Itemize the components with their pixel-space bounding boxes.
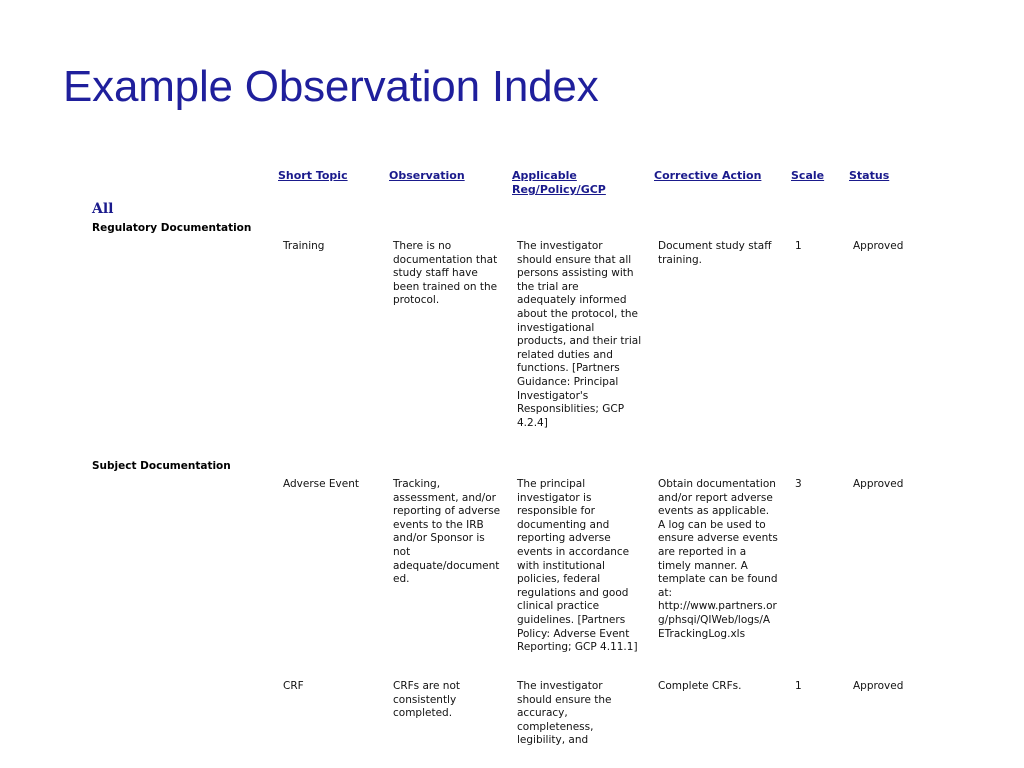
cell-observation: CRFs are not consistently completed.: [393, 680, 460, 720]
cell-short-topic: Adverse Event: [283, 478, 360, 490]
section-label: Regulatory Documentation: [92, 222, 252, 234]
column-header-status[interactable]: Status: [849, 169, 890, 182]
cell-applicable: The investigator should ensure the accuracy, completeness, legibility, and: [517, 680, 612, 747]
cell-status: Approved: [853, 680, 904, 692]
cell-observation: There is no documentation that study staff have been trained on the protocol.: [393, 240, 498, 307]
cell-corrective-action: Document study staff training.: [658, 240, 772, 266]
column-header-observation[interactable]: Observation: [389, 169, 465, 182]
cell-corrective-action: Complete CRFs.: [658, 680, 742, 692]
column-header-short-topic[interactable]: Short Topic: [278, 169, 348, 182]
cell-observation: Tracking, assessment, and/or reporting of adverse events to the IRB and/or Sponsor is not adequate/document ed.: [393, 478, 501, 586]
column-header-applicable[interactable]: Applicable Reg/Policy/GCP: [512, 169, 606, 196]
cell-status: Approved: [853, 240, 904, 252]
cell-short-topic: CRF: [283, 680, 304, 692]
group-label: All: [92, 201, 114, 217]
column-header-corrective-action[interactable]: Corrective Action: [654, 169, 762, 182]
page-title: Example Observation Index: [63, 62, 599, 111]
cell-short-topic: Training: [283, 240, 325, 252]
cell-applicable: The principal investigator is responsible for documenting and reporting adverse events in accordance with institutional policies, federal regulations and good clinical practice guidelines. [Partners Policy: Adverse Event Reporting; GCP 4.11.1]: [517, 478, 638, 654]
column-header-scale[interactable]: Scale: [791, 169, 825, 182]
cell-corrective-action: Obtain documentation and/or report adverse events as applicable. A log can be used to ensure adverse events are reported in a timely manner. A template can be found at: http://www.partners.or g/phsqi/QIWeb/logs/A ETrackingLog.xls: [658, 478, 778, 640]
section-label: Subject Documentation: [92, 460, 231, 472]
cell-applicable: The investigator should ensure that all persons assisting with the trial are adequately informed about the protocol, the investigational products, and their trial related duties and functions. [Partners Guidance: Principal Investigator's Responsiblities; GCP 4.2.4]: [517, 240, 642, 429]
cell-scale: 3: [795, 478, 802, 490]
cell-scale: 1: [795, 680, 802, 692]
cell-status: Approved: [853, 478, 904, 490]
cell-scale: 1: [795, 240, 802, 252]
